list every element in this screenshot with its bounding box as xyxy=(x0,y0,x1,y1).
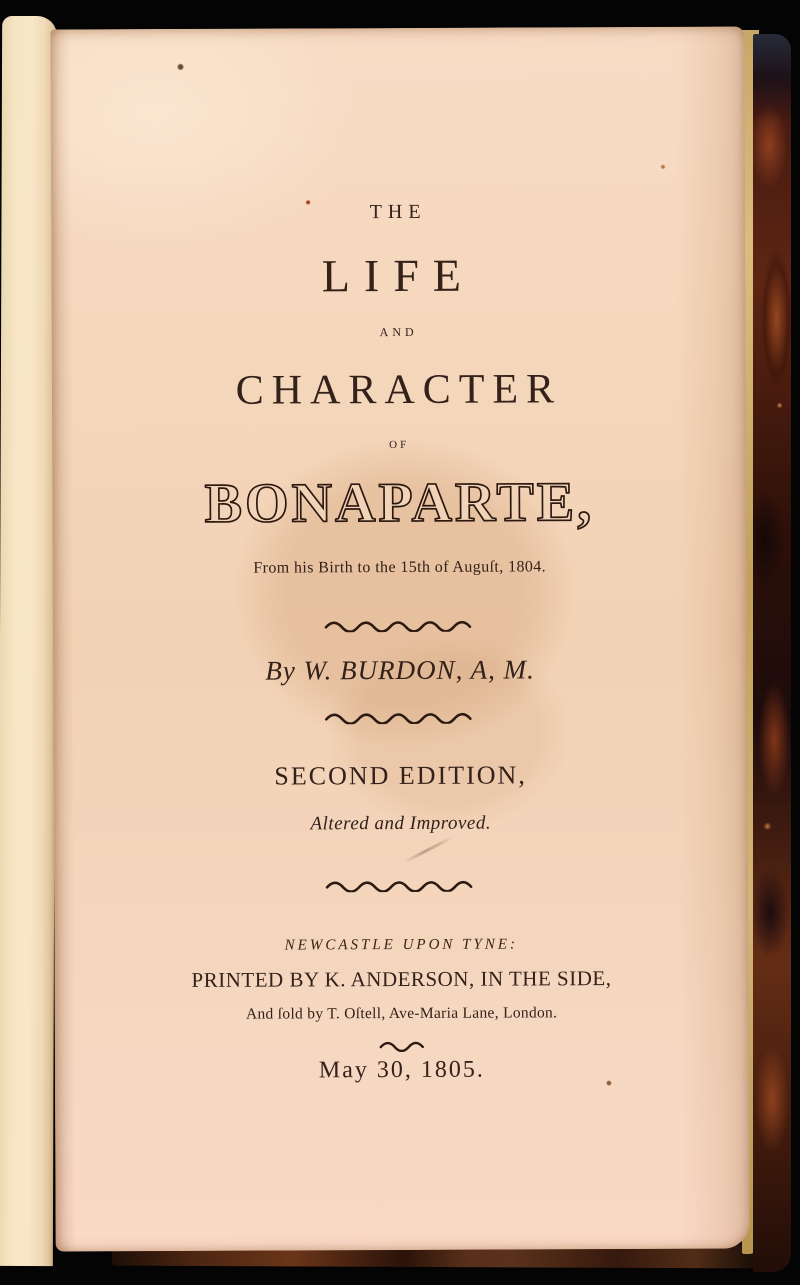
facing-page-fore-edge xyxy=(0,16,57,1266)
imprint-place: NEWCASTLE UPON TYNE: xyxy=(284,936,519,954)
marbled-leather-cover xyxy=(753,34,791,1272)
page-scratch-mark xyxy=(403,835,454,863)
title-word-life: LIFE xyxy=(321,249,476,302)
wavy-rule-ornament xyxy=(320,712,480,725)
title-word-character: CHARACTER xyxy=(235,366,563,414)
title-word-bonaparte: BONAPARTE, xyxy=(204,471,595,535)
imprint-bookseller: And ſold by T. Oſtell, Ave-Maria Lane, London. xyxy=(245,1004,558,1023)
title-preposition: OF xyxy=(389,438,410,452)
subtitle: From his Birth to the 15th of Auguſt, 1804. xyxy=(253,558,547,577)
title-article: THE xyxy=(369,200,427,224)
imprint-printer: PRINTED BY K. ANDERSON, IN THE SIDE, xyxy=(191,966,612,992)
wavy-rule-ornament xyxy=(320,620,480,633)
edition-statement: SECOND EDITION, xyxy=(274,760,527,791)
edition-note: Altered and Improved. xyxy=(310,812,492,835)
wavy-rule-short-ornament xyxy=(378,1040,426,1052)
author-byline: By W. BURDON, A, M. xyxy=(265,654,535,686)
wavy-rule-ornament xyxy=(321,880,481,893)
publication-date: May 30, 1805. xyxy=(318,1056,485,1084)
title-page xyxy=(50,26,749,1251)
title-conjunction: AND xyxy=(379,324,418,340)
title-word-bonaparte-openface xyxy=(52,466,746,541)
